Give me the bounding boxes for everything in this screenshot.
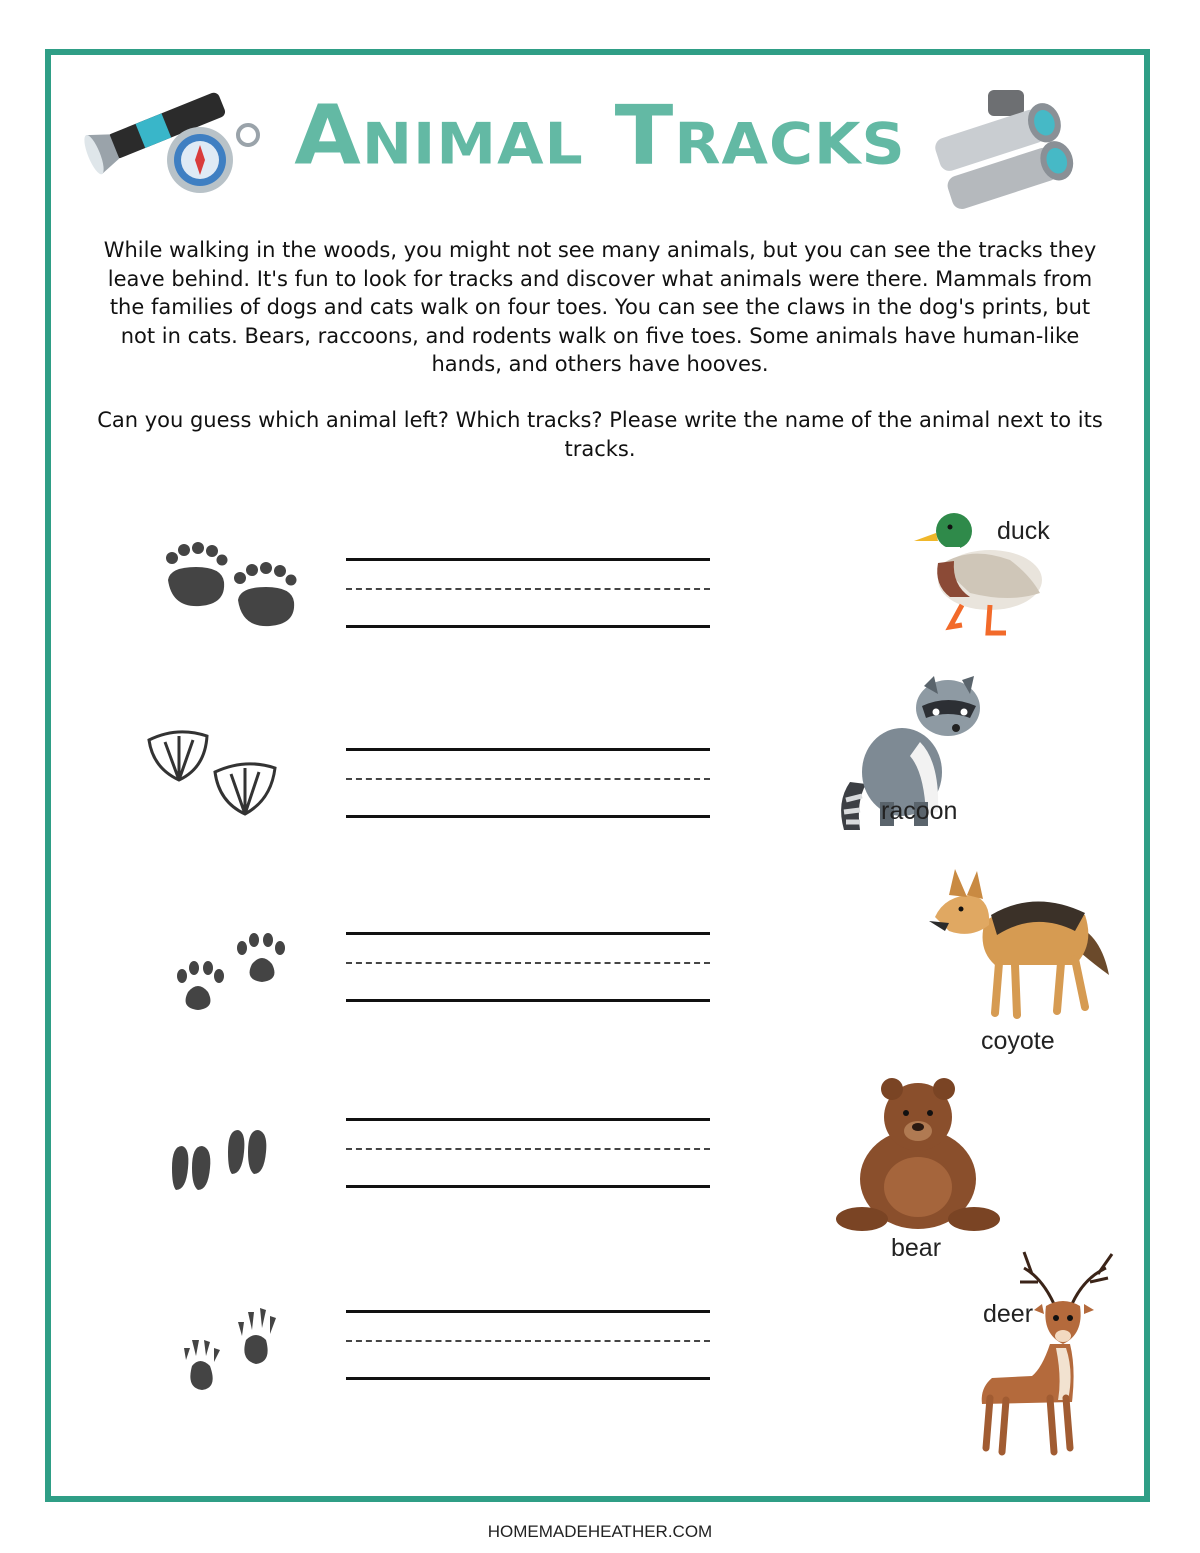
animal-label-duck: duck [997, 517, 1050, 545]
animal-label-racoon: racoon [881, 797, 958, 825]
bear-tracks-icon [160, 540, 305, 635]
bear-illustration [836, 1075, 1001, 1235]
binoculars-illustration [928, 85, 1108, 195]
intro-paragraph: While walking in the woods, you might not see many animals, but you can see the tracks they leave behind. It's fun to look for tracks and discover what animals were there. Mammals from the families of dogs and cats walk on four toes. You can see the claws in the dog's prints, but not in cats. Bears, raccoons, and rodents walk on five toes. Some animals have human-like hands, and others have hooves. [103, 238, 1097, 376]
deer-tracks-icon [168, 1128, 278, 1193]
site-footer: HOMEMADEHEATHER.COM [487, 1522, 713, 1541]
animal-label-bear: bear [891, 1234, 942, 1262]
duck-tracks-icon [145, 728, 280, 820]
animal-label-deer: deer [983, 1300, 1034, 1328]
animal-label-coyote: coyote [981, 1027, 1055, 1055]
coyote-tracks-icon [170, 930, 295, 1020]
flashlight-compass-illustration [80, 85, 280, 195]
deer-illustration [972, 1248, 1137, 1463]
raccoon-tracks-icon [178, 1300, 283, 1395]
coyote-illustration [925, 865, 1115, 1025]
instructions-paragraph: Can you guess which animal left? Which tracks? Please write the name of the animal next to its tracks. [97, 408, 1103, 461]
page-title: Animal Tracks [294, 88, 906, 184]
